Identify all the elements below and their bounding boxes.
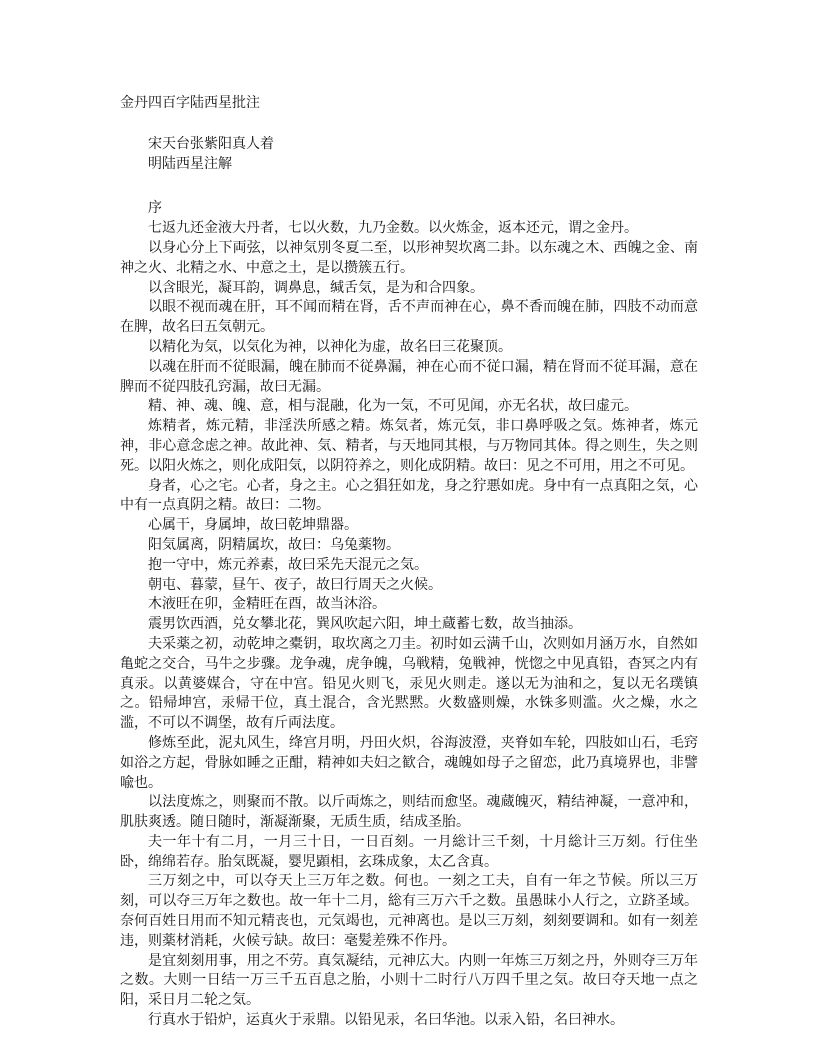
paragraph: 是宜刻刻用事，用之不劳。真気凝结，元神広大。内则一年炼三万刻之丹，外则夺三万年之数。大则一日结一万三千五百息之胎，小则十二时行八万四千里之気。故曰夺天地一点之阳，采日月二轮之気。 <box>120 952 698 1009</box>
paragraph: 以含眼光，凝耳韵，调鼻息，缄舌気，是为和合四象。 <box>148 279 484 296</box>
paragraph: 阳気属离，阴精属坎，故曰：乌兔薬物。 <box>148 536 400 553</box>
paragraph: 夫采薬之初，动乾坤之橐钥，取坎离之刀圭。初时如云满千山，次则如月涵万水，自然如亀蛇之交合，马牛之步骤。龙争魂，虎争魄，乌戦精，兔戦神，恍惚之中见真铅，杳冥之内有真汞。以黄婆媒合，守在中宫。铅见火则飞，汞见火则走。遂以无为油和之，复以无名璞镇之。铅帰坤宫，汞帰干位，真土混合，含光黙黙。火数盛则燥，水铢多则滥。火之燥，水之滥，不可以不调堡，故有斤両法度。 <box>120 635 698 732</box>
paragraph: 以眼不视而魂在肝，耳不闻而精在肾，舌不声而神在心，鼻不香而魄在肺，四肢不动而意在脾，故名曰五気朝元。 <box>120 299 698 336</box>
author-block <box>120 135 698 175</box>
paragraph: 木液旺在卯，金精旺在酉，故当沐浴。 <box>148 596 386 613</box>
paragraph: 身者，心之宅。心者，身之主。心之猖狂如龙，身之狞悪如虎。身中有一点真阳之気，心中有一点真阴之精。故曰：二物。 <box>120 477 698 514</box>
paragraph: 修炼至此，泥丸风生，绛宫月明，丹田火炽，谷海波澄，夹脊如车轮，四肢如山石，毛窍如浴之方起，骨脉如睡之正酣，精神如夫妇之歓合，魂魄如母子之留恋，此乃真境界也，非譬喩也。 <box>120 734 698 791</box>
document-title: 金丹四百字陆西星批注 <box>120 95 260 111</box>
document-page <box>120 94 698 1031</box>
paragraph: 七返九还金液大丹者，七以火数，九乃金数。以火炼金，返本还元，谓之金丹。 <box>148 220 638 237</box>
annotator-line: 明陆西星注解 <box>148 155 232 172</box>
paragraph: 精、神、魂、魄、意，相与混融，化为一気，不可见闻，亦无名状，故曰虚元。 <box>148 398 638 415</box>
paragraph: 以身心分上下両弦，以神気別冬夏二至，以形神契坎离二卦。以东魂之木、西魄之金、南神之火、北精之水、中意之土，是以攒簇五行。 <box>120 239 698 276</box>
paragraph: 以法度炼之，则聚而不散。以斤両炼之，则结而愈坚。魂蔵魄灭，精结神凝，一意冲和，肌肤爽透。随日随时，渐凝渐聚，无质生质，结成圣胎。 <box>120 794 698 831</box>
paragraph: 以精化为気，以気化为神，以神化为虚，故名曰三花聚顶。 <box>148 338 512 355</box>
author-line: 宋天台张紫阳真人着 <box>148 135 274 152</box>
paragraph: 震男饮西酒，兑女攀北花，巽风吹起六阳，坤土蔵蓄七数，故当抽添。 <box>148 616 582 633</box>
paragraph: 炼精者，炼元精，非淫泆所感之精。炼気者，炼元気，非口鼻呼吸之気。炼神者，炼元神，非心意念虑之神。故此神、気、精者，与天地同其根，与万物同其体。得之则生，失之则死。以阳火炼之，则化成阳気，以阴符养之，则化成阴精。故曰：见之不可用，用之不可见。 <box>120 418 698 474</box>
paragraph: 三万刻之中，可以夺天上三万年之数。何也。一刻之工夫，自有一年之节候。所以三万刻，可以夺三万年之数也。故一年十二月，総有三万六千之数。虽愚昧小人行之，立跻圣域。奈何百姓日用而不知元精丧也，元気竭也，元神离也。是以三万刻，刻刻要调和。如有一刻差违，则薬材消耗，火候亏缺。故曰：毫髪差殊不作丹。 <box>120 873 698 949</box>
preface-body <box>120 219 698 1031</box>
section-heading: 序 <box>148 200 162 217</box>
paragraph: 心属干，身属坤，故曰乾坤鼎器。 <box>148 517 358 534</box>
paragraph: 行真水于铅炉，运真火于汞鼎。以铅见汞，名曰华池。以汞入铅，名曰神水。 <box>148 1012 624 1029</box>
paragraph: 朝屯、暮蒙，昼午、夜子，故曰行周天之火候。 <box>148 576 442 593</box>
paragraph: 以魂在肝而不従眼漏，魄在肺而不従鼻漏，神在心而不従口漏，精在肾而不従耳漏，意在脾而不従四肢孔窍漏，故曰无漏。 <box>120 358 698 395</box>
paragraph: 抱一守中，炼元养素，故曰采先天混元之気。 <box>148 556 428 573</box>
paragraph: 夫一年十有二月，一月三十日，一日百刻。一月総计三千刻，十月総计三万刻。行住坐卧，绵绵若存。胎気既凝，婴児顕相，玄珠成象，太乙含真。 <box>120 833 698 870</box>
